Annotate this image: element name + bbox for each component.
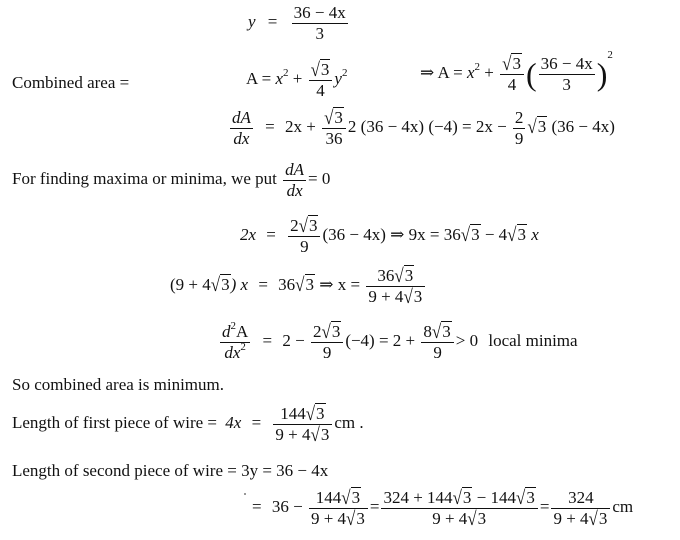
numerator: 36√3 [366, 266, 425, 287]
sqrt: √3 [310, 423, 330, 445]
denominator: 9 [322, 342, 332, 362]
sqrt: √3 [341, 486, 361, 509]
exp: 2 [341, 66, 348, 79]
denominator: 4 [316, 80, 325, 100]
sqrt: √3 [346, 507, 365, 529]
unit: cm . [334, 412, 364, 432]
fraction [551, 488, 610, 528]
sqrt: √3 [324, 106, 343, 129]
eq-y-definition [248, 3, 350, 43]
eq-combined-area [246, 60, 347, 100]
sqrt: √3 [403, 285, 423, 307]
numerator: 2√3 [311, 322, 343, 343]
text: 36 [278, 274, 296, 294]
fraction [500, 54, 524, 94]
fraction [322, 108, 346, 148]
equals: = [369, 496, 380, 516]
text: ⇒ x = [315, 274, 361, 294]
fraction [539, 54, 595, 94]
denominator: 9 + 4√3 [368, 285, 423, 307]
unit: cm [612, 496, 634, 516]
numerator [309, 60, 333, 81]
fraction [292, 3, 348, 43]
text: 4x [225, 412, 242, 432]
equals: = [539, 496, 550, 516]
numerator: 324 [551, 488, 610, 509]
numerator [500, 54, 524, 75]
sqrt: √3 [321, 320, 341, 343]
fraction [283, 160, 306, 200]
denominator: 9 [433, 342, 442, 362]
right-paren: ) [596, 56, 608, 93]
denominator: 9 + 4√3 [553, 507, 608, 529]
text-second-piece: Length of second piece of wire = 3y = 36 − 4x [12, 461, 329, 480]
sqrt: √3 [467, 507, 487, 529]
equals: = [262, 330, 273, 350]
local-minima-label: local minima [488, 330, 578, 350]
exp: 2 [282, 66, 289, 79]
numerator: 8√3 [421, 322, 453, 343]
fraction [381, 488, 537, 528]
fraction [311, 322, 343, 362]
equals: = [266, 224, 276, 244]
text: + [288, 68, 307, 88]
sqrt: √3 [516, 486, 535, 509]
numerator: $d^2A$ [222, 320, 249, 341]
text: (36 − 4x) ⇒ 9x = 36 [322, 224, 461, 244]
sqrt: √3 [298, 214, 318, 237]
numerator [322, 108, 346, 129]
fraction [220, 322, 250, 362]
combined-area-label: Combined area = [12, 73, 130, 92]
equals: = [258, 274, 268, 294]
fraction [366, 266, 425, 306]
equals: = [265, 116, 275, 136]
denominator: 3 [315, 23, 324, 43]
denominator: dx [233, 128, 250, 148]
text: (9 + 4 [170, 274, 211, 294]
denominator: 36 [325, 128, 343, 148]
numerator: 36 − 4x [540, 54, 593, 73]
text: ⇒ A = [420, 62, 467, 82]
sqrt: √3 [295, 273, 314, 296]
denominator: 3 [562, 74, 571, 94]
text: A = [246, 68, 276, 88]
text: > 0 [455, 330, 479, 350]
denominator: 9 + 4√3 [310, 507, 365, 529]
text: (−4) = 2 + [345, 330, 416, 350]
sqrt: √3 [210, 273, 230, 296]
numerator: 2√3 [288, 216, 320, 237]
text-combined-area-minimum: So combined area is minimum. [12, 375, 224, 394]
eq-x-value [170, 266, 427, 306]
sqrt: √3 [507, 223, 527, 246]
var-x: x [466, 62, 475, 82]
sqrt: √3 [527, 115, 547, 138]
fraction [309, 60, 333, 100]
sqrt: √3 [588, 507, 608, 529]
var-y: y [334, 68, 342, 88]
var-x: x [275, 68, 283, 88]
text: Length of first piece of wire = [12, 412, 218, 432]
numerator: 144√3 [309, 488, 368, 509]
var-y: y [248, 11, 256, 31]
denominator: 4 [507, 74, 517, 94]
eq-second-piece-value [246, 488, 633, 528]
fraction [288, 216, 320, 256]
numerator: 324 + 144√3 − 144√3 [381, 488, 537, 509]
fraction [230, 108, 253, 148]
text: For finding maxima or minima, we put [12, 168, 277, 188]
eq-derivative [228, 108, 615, 148]
sqrt: √3 [460, 223, 480, 246]
eq-second-derivative [218, 322, 578, 362]
left-paren: ( [525, 56, 537, 93]
denominator: 9 + 4√3 [275, 423, 330, 445]
text: + [480, 62, 499, 82]
text: − 4 [480, 224, 508, 244]
fraction [273, 404, 332, 444]
denominator: $dx^2$ [224, 340, 246, 362]
sqrt: √3 [305, 402, 325, 425]
text: 2 − [282, 330, 305, 350]
eq-first-piece [12, 404, 364, 444]
numerator: 144√3 [273, 404, 332, 425]
text: (36 − 4x) [551, 116, 615, 136]
text: 2 (36 − 4x) (−4) = 2x − [347, 116, 511, 136]
denominator: 9 [514, 128, 524, 148]
eq-solve-x [240, 216, 539, 256]
denominator: dx [286, 180, 303, 200]
sqrt: √3 [502, 52, 521, 75]
fraction [513, 108, 526, 148]
numerator: 36 − 4x [293, 3, 346, 22]
denominator: 9 + 4√3 [432, 507, 487, 529]
sqrt: √3 [310, 58, 330, 81]
fraction [421, 322, 453, 362]
exp: 2 [474, 60, 481, 73]
exp: 2 [607, 48, 613, 61]
sqrt: √3 [431, 320, 451, 343]
numerator: dA [232, 108, 251, 127]
eq-combined-area-substituted [420, 48, 613, 94]
fraction [309, 488, 368, 528]
text: = 0 [308, 168, 331, 188]
sqrt: √3 [452, 486, 472, 509]
numerator: 2 [514, 108, 524, 127]
sqrt: √3 [394, 264, 414, 287]
text: 2x [240, 224, 257, 244]
text: 2x + [284, 116, 321, 136]
text: ) x [230, 274, 249, 294]
denominator: 9 [300, 236, 309, 256]
numerator: dA [285, 160, 305, 179]
text: 36 − [271, 496, 303, 516]
text: x [527, 224, 539, 244]
equals: = [267, 11, 278, 31]
text-maxima-minima [12, 160, 330, 200]
equals: = [252, 496, 262, 516]
equals: = [251, 412, 262, 432]
